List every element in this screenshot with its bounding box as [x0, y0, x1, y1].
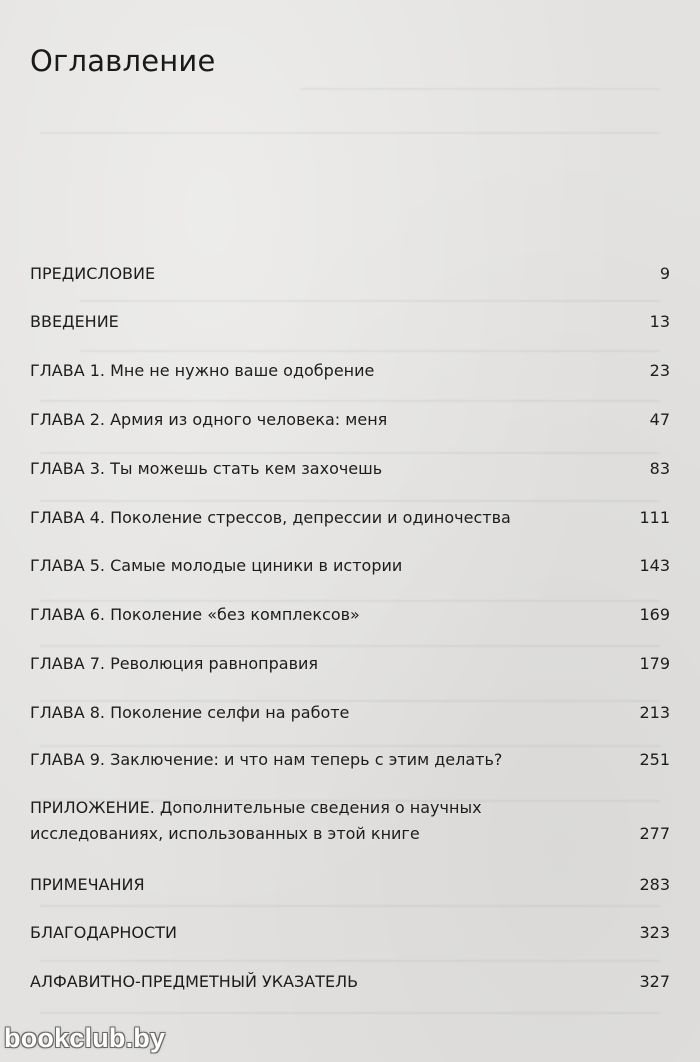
bleed-through-line	[40, 645, 660, 647]
toc-entry	[30, 795, 670, 847]
bleed-through-line	[80, 350, 660, 352]
toc-entry-text: ГЛАВА 6. Поколение «без комплексов»	[30, 605, 360, 624]
toc-entry-text: ПРЕДИСЛОВИЕ	[30, 264, 156, 283]
toc-page-number: 83	[649, 459, 670, 478]
bleed-through-line	[40, 960, 660, 962]
bleed-through-line	[40, 905, 660, 907]
toc-entry-text: ГЛАВА 8. Поколение селфи на работе	[30, 703, 350, 722]
bleed-through-line	[80, 300, 660, 302]
bleed-through-line	[40, 132, 660, 134]
toc-page-number: 23	[649, 361, 670, 380]
toc-entry-text: ГЛАВА 4. Поколение стрессов, депрессии и одиночества	[30, 508, 511, 527]
bleed-through-line	[300, 88, 660, 90]
toc-page-number: 283	[639, 875, 670, 894]
watermark-logo: bookclub.by	[4, 1023, 166, 1053]
toc-entry-text: БЛАГОДАРНОСТИ	[30, 923, 177, 942]
toc-page-number: 277	[639, 824, 670, 843]
bleed-through-line	[40, 500, 660, 502]
toc-page-number: 143	[639, 556, 670, 575]
toc-entry	[30, 553, 670, 579]
bleed-through-line	[40, 1012, 660, 1014]
toc-page-number: 251	[639, 750, 670, 769]
toc-entry-text: ГЛАВА 7. Революция равноправия	[30, 654, 319, 673]
toc-entry	[30, 969, 670, 995]
bleed-through-line	[40, 400, 660, 402]
toc-entry-text: ГЛАВА 5. Самые молодые циники в истории	[30, 556, 403, 575]
toc-entry	[30, 747, 670, 773]
toc-entry-text: ГЛАВА 9. Заключение: и что нам теперь с этим делать?	[30, 750, 503, 769]
toc-entry	[30, 261, 670, 287]
toc-entry-text: ПРИМЕЧАНИЯ	[30, 875, 145, 894]
toc-page-number: 9	[659, 264, 670, 283]
toc-entry-text: ГЛАВА 2. Армия из одного человека: меня	[30, 410, 388, 429]
toc-entry-text: ПРИЛОЖЕНИЕ. Дополнительные сведения о научных исследованиях, использованных в этой книге	[30, 798, 482, 843]
toc-entry	[30, 602, 670, 628]
toc-entry	[30, 456, 670, 482]
toc-page-number: 13	[649, 312, 670, 331]
toc-entry	[30, 920, 670, 946]
toc-page-number: 169	[639, 605, 670, 624]
toc-entry	[30, 358, 670, 384]
toc-entry-text: АЛФАВИТНО-ПРЕДМЕТНЫЙ УКАЗАТЕЛЬ	[30, 972, 359, 991]
toc-entry-text: ГЛАВА 3. Ты можешь стать кем захочешь	[30, 459, 383, 478]
toc-entry	[30, 407, 670, 433]
toc-page-number: 323	[639, 923, 670, 942]
toc-entry	[30, 872, 670, 898]
toc-entry	[30, 651, 670, 677]
toc-entry	[30, 505, 670, 531]
toc-page-number: 327	[639, 972, 670, 991]
toc-entry-text: ВВЕДЕНИЕ	[30, 312, 119, 331]
bleed-through-line	[40, 452, 660, 454]
toc-entry-text: ГЛАВА 1. Мне не нужно ваше одобрение	[30, 361, 375, 380]
toc-page-number: 213	[639, 703, 670, 722]
toc-page-number: 111	[639, 508, 670, 527]
page-title: Оглавление	[30, 44, 216, 78]
toc-page-number: 47	[649, 410, 670, 429]
toc-page-number: 179	[639, 654, 670, 673]
toc-entry	[30, 700, 670, 726]
toc-entry	[30, 309, 670, 335]
